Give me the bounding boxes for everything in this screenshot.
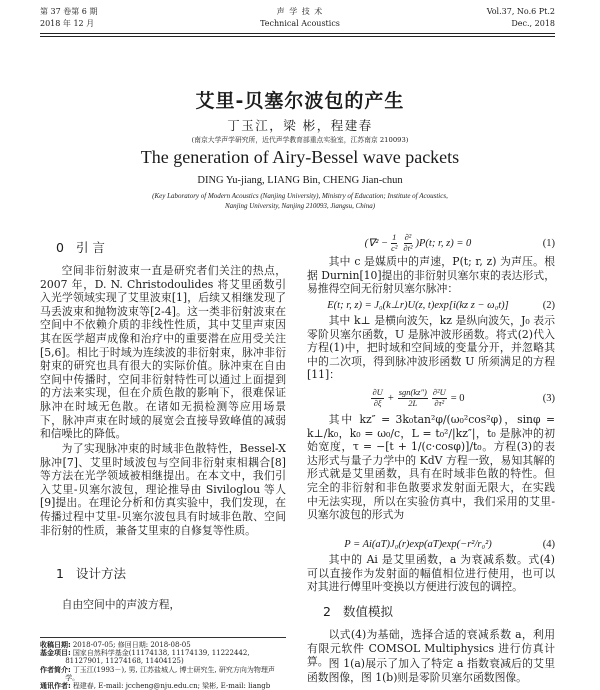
equation-number: (4) (542, 539, 555, 550)
numerator: ∂² (404, 232, 412, 242)
article-authors-en: DING Yu-jiang, LIANG Bin, CHENG Jian-chun (197, 175, 403, 186)
eq1-fraction-2 (402, 233, 413, 253)
body-paragraph: 其中 kz″ = 3k₀tan²φ/(ω₀²cos²φ)，sinφ = k⊥/k₀，k₀ = ω₀/c，L = t₀²/|kz″|，t₀ 是脉冲的初始宽度，τ = −[t + 1/(c·cosφ)]/t₀。方程(3)的表达形式与量子力学中的 KdV 方程一致，易知其解的形式就是艾里函数，具有在时域非色散的特性。但完全的非衍射和非色散要求发射面无限大，在实践中无法实现，所以在实验仿真中，我们采用的艾里-贝塞尔波包的形式为 (307, 413, 555, 522)
body-paragraph: 其中 k⊥ 是横向波矢，kz 是纵向波矢，J₀ 表示零阶贝塞尔函数，U 是脉冲波形函数。将式(2)代入方程(1)中，把时域和空间域的变量分开，并忽略其中的二次项，得到脉冲波形函数 U 所须满足的方程[11]： (307, 314, 555, 382)
header-journal-en: Technical Acoustics (260, 19, 340, 28)
footnote-received-date (40, 641, 286, 649)
footnote-funding (40, 649, 286, 665)
header-issue-info (40, 6, 97, 30)
equation-body: P = Ai(aT)J₀(r)exp(aT)exp(−r²/r₀²) (344, 539, 492, 550)
article-authors-cn: 丁玉江，梁 彬，程建春 (227, 118, 373, 133)
equation-body (307, 388, 529, 408)
equation-body (307, 233, 529, 253)
method-paragraph: 自由空间中的声波方程， (61, 598, 181, 611)
footnotes (40, 641, 286, 690)
footnote-text: 程建春, E-mail: jccheng@nju.edu.cn; 梁彬, E-mail: liangb (72, 682, 271, 690)
denominator: c² (391, 242, 398, 253)
section-number: 0 (56, 240, 64, 255)
numerator: 1 (392, 232, 397, 242)
footnote-corresponding-author (40, 682, 286, 690)
article-affiliation-en (0, 192, 600, 211)
article-title-cn: 艾里-贝塞尔波包的产生 (195, 90, 405, 112)
article-title-en: The generation of Airy-Bessel wave packets (140, 147, 460, 167)
section-title: 数值模拟 (342, 604, 393, 619)
footnote-text: 国家自然科学基金(11174138, 11174139, 11222442, 81127901, 11274168, 11404125) (65, 649, 250, 666)
section-number: 1 (56, 566, 64, 581)
article-affiliation-cn: (南京大学声学研究所，近代声学教育部重点实验室，江苏南京 210093) (191, 136, 409, 144)
section-title: 引 言 (75, 240, 105, 255)
numerator: ∂²U (432, 387, 446, 397)
eq3-fraction-1 (371, 388, 383, 408)
footnote-text: 丁玉江(1993－), 男, 江苏盐城人, 博士研究生, 研究方向为物理声学。 (65, 665, 275, 682)
equation-4 (307, 537, 555, 552)
footnote-label: 收稿日期: (40, 641, 71, 649)
section-number: 2 (323, 604, 331, 619)
footnote-divider (40, 637, 286, 638)
header-volume-info (487, 6, 555, 30)
section-heading-numerics (307, 604, 571, 620)
plus-operator: + (387, 392, 394, 404)
header-date-en: Dec., 2018 (511, 19, 555, 28)
equation-3 (307, 384, 555, 412)
footnote-label: 基金项目: (40, 649, 71, 658)
body-paragraph: 其中的 Ai 是艾里函数，a 为衰减系数。式(4)可以直接作为发射面的幅值相位进行使用，也可以对其进行傅里叶变换以方便进行波包的调控。 (307, 553, 555, 594)
eq3-rhs: = 0 (450, 392, 465, 404)
eq3-fraction-3 (432, 388, 447, 408)
eq1-close: )P(t; r, z) = 0 (415, 237, 472, 249)
denominator: ∂τ² (434, 397, 445, 408)
equation-number: (1) (542, 237, 555, 249)
eq1-fraction-1 (390, 233, 398, 253)
equation-body: E(t; r, z) = J₀(k⊥r)U(z, t)exp[i(kz z − ω₀t)] (327, 300, 509, 311)
body-paragraph: 图 1(a)展示了加入了特定 a 指数衰减后的艾里函数图像，图 1(b)则是零阶贝塞尔函数图像。 (307, 657, 555, 684)
header-volume-issue: 第 37 卷第 6 期 (40, 7, 98, 16)
denominator: ∂ξ (373, 397, 382, 408)
header-divider (40, 33, 555, 37)
equation-number: (3) (542, 392, 555, 404)
equation-1 (307, 232, 555, 254)
header-journal-cn: 声 学 技 术 (276, 7, 324, 16)
equation-number: (2) (542, 299, 555, 311)
affiliation-en-line: (Key Laboratory of Modern Acoustics (Nanjing University), Ministry of Education; Institute of Acoustics, (152, 192, 448, 200)
header-date-cn: 2018 年 12 月 (40, 19, 95, 28)
section-heading-method (40, 566, 302, 582)
denominator: 2L (408, 397, 418, 408)
footnote-text: 2018-07-05; 修回日期: 2018-08-05 (72, 641, 191, 649)
body-paragraph: 以式(4)为基础，选择合适的衰减系数 a，利用有限元软件 COMSOL Multiphysics 进行仿真计算。 (307, 628, 555, 669)
footnote-author-bio (40, 666, 286, 682)
header-volume-en: Vol.37, No.6 Pt.2 (486, 7, 555, 16)
section-heading-introduction (40, 240, 302, 256)
numerator: sgn(kz″) (398, 387, 427, 397)
equation-2 (307, 297, 555, 313)
numerator: ∂U (372, 387, 383, 397)
header-journal (200, 6, 400, 30)
denominator: ∂t² (403, 242, 413, 253)
affiliation-en-line: Nanjing University, Nanjing 210093, Jiangsu, China) (224, 201, 376, 210)
intro-paragraph: 为了实现脉冲束的时域非色散特性，Bessel-X 脉冲[7]、艾里时域波包与空间非衍射束相耦合[8]等方法在光学领域被相继提出。在本文中，我们引入艾里-贝塞尔波包，理论推导由 Siviloglou 等人[9]提出。在理论分析和仿真实验中，我们发现，在传播过程中艾里-贝塞尔波包具有时域非色散、空间非衍射的性质，兼备艾里束的自修复等性质。 (40, 442, 286, 537)
section-title: 设计方法 (75, 566, 126, 581)
eq1-open: (∇² − (364, 238, 389, 249)
footnote-label: 作者简介: (40, 665, 71, 674)
body-paragraph: 其中 c 是媒质中的声速，P(t; r, z) 为声压。根据 Durnin[10]提出的非衍射贝塞尔束的表达形式，易推得空间无衍射贝塞尔脉冲： (307, 255, 555, 296)
footnote-label: 通讯作者: (40, 682, 71, 690)
intro-paragraph: 空间非衍射波束一直是研究者们关注的热点，2007 年，D. N. Christodoulides 将艾里函数引入光学领域实现了艾里波束[1]，后续又相继发现了马丢波束和抛物波束等[2-4]。这一类非衍射波束在空间中不依赖介质的非线性性质，其中艾里声束因其在医学超声成像和治疗中的重要潜在应用受关注[5,6]。相比于时域为连续波的非衍射束，脉冲非衍射束的研究也具有很大的实际价值。脉冲束在自由空间中传播时，空间非衍射特性可以通过上面提到的方法来实现，但在介质色散的影响下，很难保证脉冲在时域无色散。在诸如无损检测等应用场景下，脉冲声束在时域的展宽会直接导致峰值的减弱和信噪比的降低。 (40, 264, 286, 441)
eq3-fraction-2 (398, 388, 428, 408)
